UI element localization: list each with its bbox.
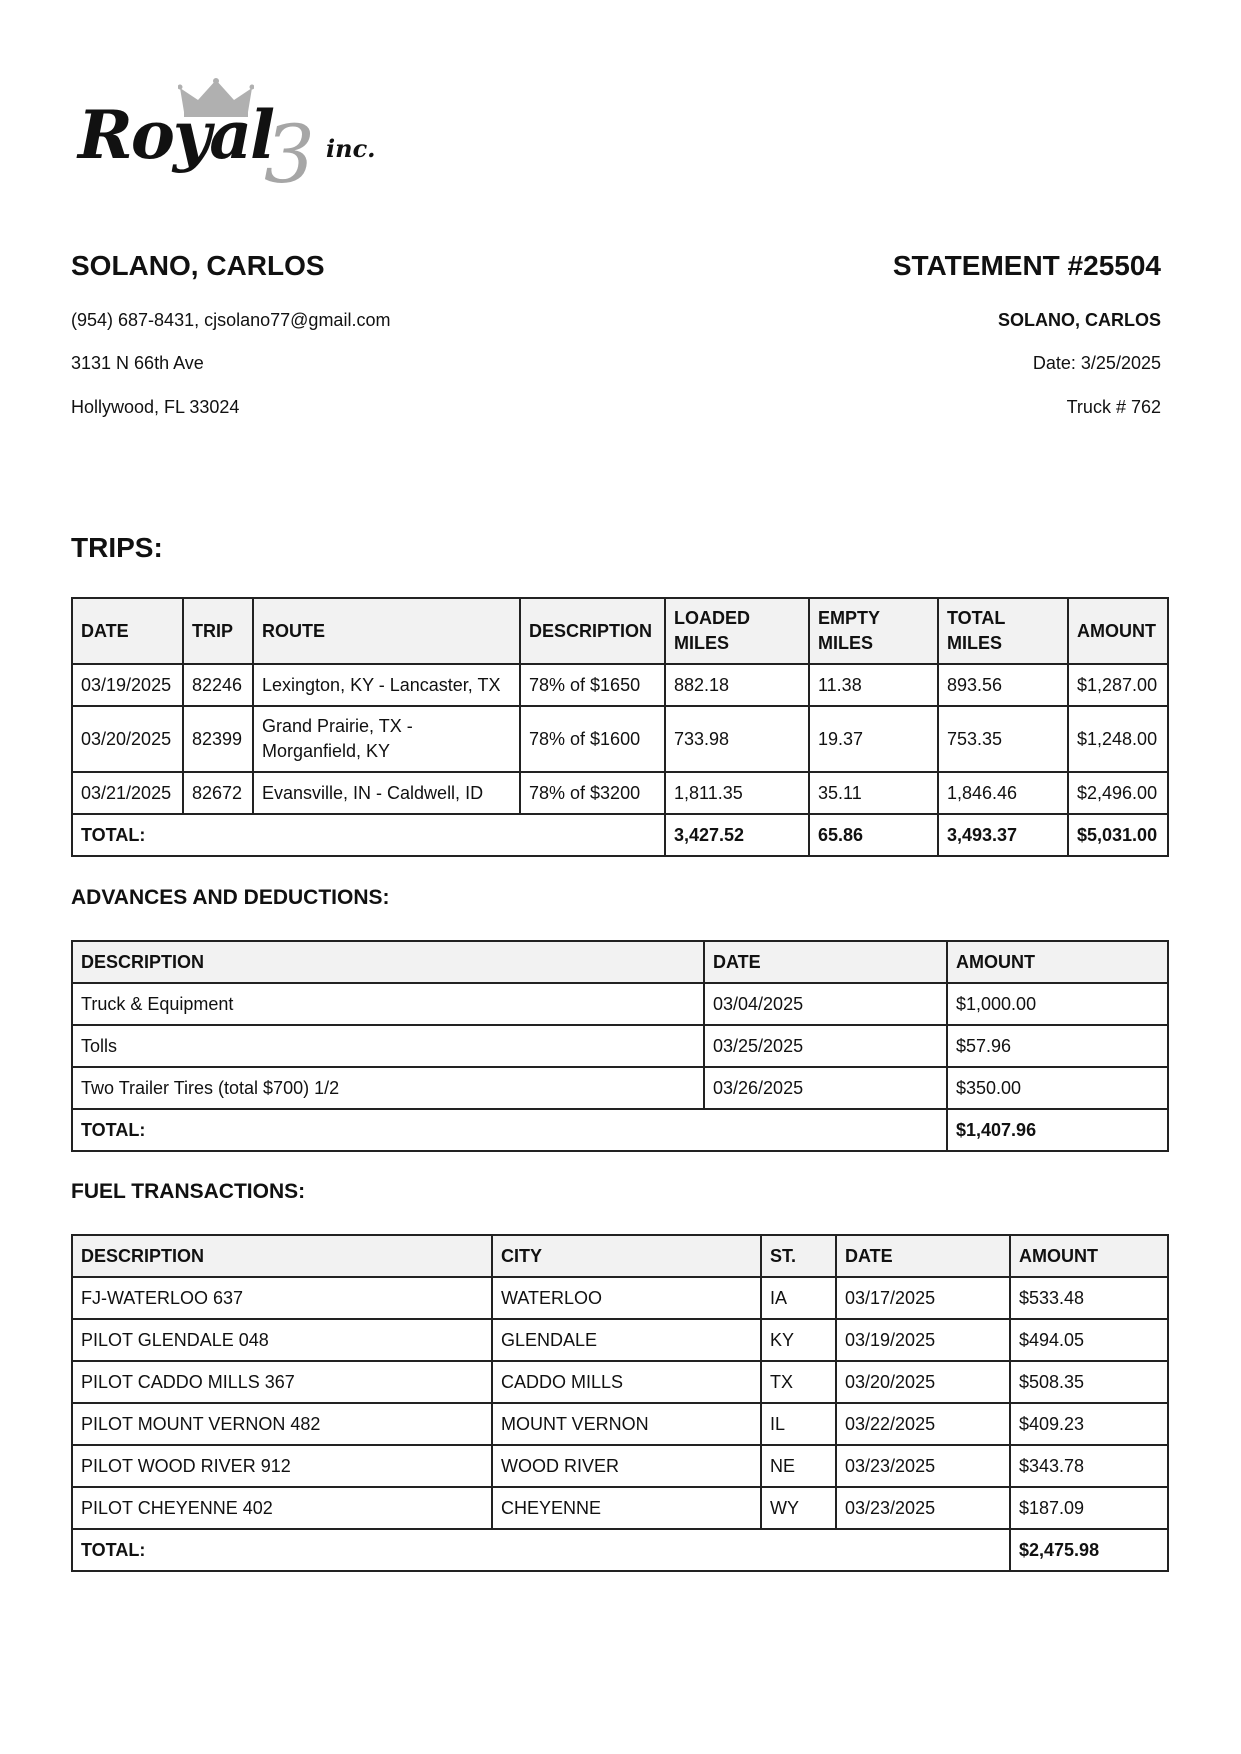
table-cell: 78% of $3200 [520,772,665,814]
table-cell: $1,248.00 [1068,706,1168,772]
table-cell: 03/04/2025 [704,983,947,1025]
column-header: AMOUNT [947,941,1168,983]
table-cell: $494.05 [1010,1319,1168,1361]
table-cell: WY [761,1487,836,1529]
column-header: DATE [704,941,947,983]
table-cell: 03/20/2025 [72,706,183,772]
table-cell: FJ-WATERLOO 637 [72,1277,492,1319]
driver-name: SOLANO, CARLOS [71,250,325,281]
table-row [72,1361,1168,1403]
table-cell: 78% of $1650 [520,664,665,706]
table-cell: CHEYENNE [492,1487,761,1529]
total-label: TOTAL: [72,1109,947,1151]
table-cell: PILOT CHEYENNE 402 [72,1487,492,1529]
column-header: AMOUNT [1068,598,1168,664]
table-cell: 893.56 [938,664,1068,706]
column-header: DESCRIPTION [72,1235,492,1277]
total-amount: $2,475.98 [1010,1529,1168,1571]
table-cell: $57.96 [947,1025,1168,1067]
total-amount: $1,407.96 [947,1109,1168,1151]
table-cell: 03/25/2025 [704,1025,947,1067]
column-header: DESCRIPTION [72,941,704,983]
table-row [72,1445,1168,1487]
advances-table [71,940,1169,1152]
table-cell: $508.35 [1010,1361,1168,1403]
table-cell: WATERLOO [492,1277,761,1319]
column-header: DATE [72,598,183,664]
table-cell: $343.78 [1010,1445,1168,1487]
table-cell: 82246 [183,664,253,706]
table-total-row [72,814,1168,856]
driver-address-line2: Hollywood, FL 33024 [71,397,240,417]
table-total-row [72,1529,1168,1571]
column-header: DATE [836,1235,1010,1277]
table-row [72,1025,1168,1067]
table-cell: 1,846.46 [938,772,1068,814]
table-cell: IL [761,1403,836,1445]
table-cell: 03/19/2025 [836,1319,1010,1361]
driver-contact: (954) 687-8431, cjsolano77@gmail.com [71,310,391,330]
trips-table [71,597,1169,857]
table-cell: MOUNT VERNON [492,1403,761,1445]
table-row [72,706,1168,772]
table-cell: 78% of $1600 [520,706,665,772]
column-header: DESCRIPTION [520,598,665,664]
table-cell: KY [761,1319,836,1361]
table-cell: PILOT CADDO MILLS 367 [72,1361,492,1403]
table-cell: TX [761,1361,836,1403]
column-header: AMOUNT [1010,1235,1168,1277]
table-cell: 82672 [183,772,253,814]
table-row [72,1067,1168,1109]
column-header: LOADED MILES [665,598,809,664]
table-cell: PILOT WOOD RIVER 912 [72,1445,492,1487]
fuel-table [71,1234,1169,1572]
table-row [72,1403,1168,1445]
total-label: TOTAL: [72,1529,1010,1571]
table-cell: $533.48 [1010,1277,1168,1319]
table-cell: IA [761,1277,836,1319]
table-cell: 03/23/2025 [836,1487,1010,1529]
table-cell: PILOT GLENDALE 048 [72,1319,492,1361]
table-cell: PILOT MOUNT VERNON 482 [72,1403,492,1445]
column-header: TOTAL MILES [938,598,1068,664]
table-row [72,1487,1168,1529]
table-cell: 753.35 [938,706,1068,772]
company-logo [78,78,378,201]
column-header: ST. [761,1235,836,1277]
table-cell: 82399 [183,706,253,772]
column-header: CITY [492,1235,761,1277]
table-cell: 11.38 [809,664,938,706]
fuel-title: FUEL TRANSACTIONS: [71,1180,306,1203]
table-cell: Tolls [72,1025,704,1067]
driver-address-line1: 3131 N 66th Ave [71,353,204,373]
table-cell: CADDO MILLS [492,1361,761,1403]
total-empty-miles: 65.86 [809,814,938,856]
table-cell: 03/26/2025 [704,1067,947,1109]
table-row [72,664,1168,706]
table-cell: 03/22/2025 [836,1403,1010,1445]
statement-title: STATEMENT #25504 [892,250,1161,281]
table-row [72,772,1168,814]
table-cell: WOOD RIVER [492,1445,761,1487]
table-cell: $2,496.00 [1068,772,1168,814]
advances-title: ADVANCES AND DEDUCTIONS: [71,886,390,909]
table-cell: Two Trailer Tires (total $700) 1/2 [72,1067,704,1109]
table-row [72,1319,1168,1361]
table-cell: $1,287.00 [1068,664,1168,706]
statement-name: SOLANO, CARLOS [997,310,1161,330]
table-cell: Grand Prairie, TX - Morganfield, KY [253,706,520,772]
total-label: TOTAL: [72,814,665,856]
table-row [72,1277,1168,1319]
table-row [72,983,1168,1025]
table-cell: 03/21/2025 [72,772,183,814]
table-cell: Lexington, KY - Lancaster, TX [253,664,520,706]
logo-suffix: inc. [326,134,376,163]
column-header: EMPTY MILES [809,598,938,664]
logo-numeral: 3 [264,108,315,201]
table-header-row [72,598,1168,664]
table-cell: $409.23 [1010,1403,1168,1445]
logo-word: Royal [78,96,274,174]
table-cell: 03/23/2025 [836,1445,1010,1487]
column-header: ROUTE [253,598,520,664]
table-cell: 03/17/2025 [836,1277,1010,1319]
statement-truck: Truck # 762 [1066,397,1161,417]
column-header: TRIP [183,598,253,664]
total-miles: 3,493.37 [938,814,1068,856]
table-total-row [72,1109,1168,1151]
trips-title: TRIPS: [71,532,163,563]
table-cell: GLENDALE [492,1319,761,1361]
table-cell: NE [761,1445,836,1487]
table-cell: 35.11 [809,772,938,814]
table-cell: 1,811.35 [665,772,809,814]
statement-date: Date: 3/25/2025 [1032,353,1161,373]
table-cell: Truck & Equipment [72,983,704,1025]
table-header-row [72,941,1168,983]
table-cell: Evansville, IN - Caldwell, ID [253,772,520,814]
total-loaded-miles: 3,427.52 [665,814,809,856]
table-cell: $187.09 [1010,1487,1168,1529]
total-amount: $5,031.00 [1068,814,1168,856]
table-cell: $1,000.00 [947,983,1168,1025]
table-cell: $350.00 [947,1067,1168,1109]
table-cell: 03/20/2025 [836,1361,1010,1403]
table-cell: 733.98 [665,706,809,772]
table-cell: 03/19/2025 [72,664,183,706]
table-header-row [72,1235,1168,1277]
table-cell: 882.18 [665,664,809,706]
table-cell: 19.37 [809,706,938,772]
